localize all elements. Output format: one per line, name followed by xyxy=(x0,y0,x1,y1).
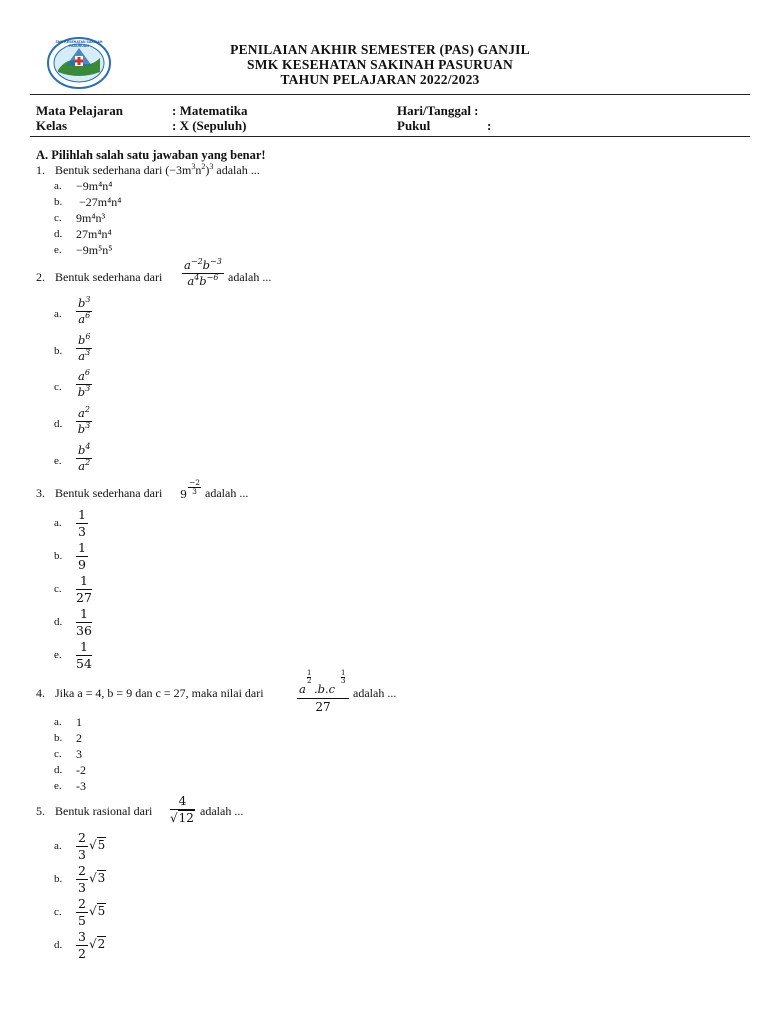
q4-option-e: -3 xyxy=(76,779,86,793)
time-label: Pukul xyxy=(397,118,431,133)
q5-option-c-frac: 2 5 xyxy=(78,896,86,928)
question-text: Jika a = 4, b = 9 dan c = 27, maka nilai dari xyxy=(55,686,264,700)
q4-label-d: d. xyxy=(54,764,63,776)
q2-label-b: b. xyxy=(54,345,63,357)
q2-option-b: $\frac{b^6}{a^3}$ xyxy=(78,332,91,363)
q1-label-c: c. xyxy=(54,212,62,224)
section-title: A. Pilihlah salah satu jawaban yang benar! xyxy=(36,148,266,162)
q1-label-a: a. xyxy=(54,180,62,192)
q2-option-c: $\frac{a^6}{b^3}$ xyxy=(77,368,91,399)
q2-label-d: d. xyxy=(54,418,63,430)
question-1: 1. Bentuk sederhana dari $(-3m^3n^2)^3$ adalah ... xyxy=(36,162,260,177)
q3-label-b: b. xyxy=(54,550,63,562)
subject-label: Mata Pelajaran xyxy=(36,103,124,118)
q2-option-e: $\frac{b^4}{a^2}$ xyxy=(78,442,91,473)
q4-option-a: 1 xyxy=(76,715,82,729)
q5-label-d: d. xyxy=(54,939,63,951)
q3-option-d: 1 36 xyxy=(76,606,92,638)
q4-option-c: 3 xyxy=(76,747,82,761)
q4-expression: a 1 2 .b.c 1 3 27 xyxy=(297,670,349,714)
time-colon: : xyxy=(487,118,492,133)
q1-label-e: e. xyxy=(54,244,62,256)
question-number: 3. xyxy=(36,486,45,500)
header-line-1: PENILAIAN AKHIR SEMESTER (PAS) GANJIL xyxy=(230,42,530,57)
header-line-3: TAHUN PELAJARAN 2022/2023 xyxy=(280,72,480,87)
q2-option-a: $\frac{b^3}{a^6}$ xyxy=(78,295,91,326)
q2-label-c: c. xyxy=(54,381,62,393)
q3-label-e: e. xyxy=(54,649,62,661)
q4-label-c: c. xyxy=(54,748,62,760)
q5-text-end: adalah ... xyxy=(200,804,244,818)
q3-exponent xyxy=(188,479,201,496)
q4-text-end: adalah ... xyxy=(353,686,397,700)
q5-option-d-root: √2 xyxy=(89,937,106,951)
q4-option-b: 2 xyxy=(76,731,82,745)
q5-option-b-frac: 2 3 xyxy=(78,863,86,895)
q3-option-c: 1 27 xyxy=(76,573,92,605)
q4-label-e: e. xyxy=(54,780,62,792)
q2-label-a: a. xyxy=(54,308,62,320)
q3-text-end: adalah ... xyxy=(205,486,249,500)
q4-label-b: b. xyxy=(54,732,63,744)
q1-option-b: −27m⁴n⁴ xyxy=(79,195,122,209)
q5-radicand: 12 xyxy=(178,811,194,825)
question-text: Bentuk sederhana dari (−3m xyxy=(55,163,192,177)
q3-exp-num: −2 xyxy=(189,478,201,487)
q5-option-b-root: √3 xyxy=(89,871,106,885)
q1-option-a: −9m⁴n⁴ xyxy=(76,179,113,193)
q3-label-c: c. xyxy=(54,583,62,595)
q1-label-b: b. xyxy=(54,196,63,208)
q5-option-c-root: √5 xyxy=(89,904,106,918)
question-number: 2. xyxy=(36,270,45,284)
q3-base: 9 xyxy=(180,488,187,501)
q2-label-e: e. xyxy=(54,455,62,467)
q3-option-e: 1 54 xyxy=(76,639,92,671)
subject-value: : Matematika xyxy=(172,103,248,118)
header-rule xyxy=(30,94,750,95)
q1-option-d: 27m⁴n⁴ xyxy=(76,227,112,241)
q5-expression: 4 √12 xyxy=(170,793,194,825)
question-text-end: adalah ... xyxy=(213,163,260,177)
class-label: Kelas xyxy=(36,118,68,133)
question-number: 1. xyxy=(36,163,45,177)
q2-text-end: adalah ... xyxy=(228,270,272,284)
q3-option-b: 1 9 xyxy=(78,540,86,572)
q1-option-c: 9m⁴n³ xyxy=(76,211,106,225)
q4-option-d: -2 xyxy=(76,763,86,777)
q4-label-a: a. xyxy=(54,716,62,728)
question-text: Bentuk sederhana dari xyxy=(55,270,163,284)
q3-exp-den: 3 xyxy=(192,487,197,496)
class-value: : X (Sepuluh) xyxy=(172,118,247,133)
question-text: Bentuk sederhana dari xyxy=(55,486,163,500)
question-number: 4. xyxy=(36,686,45,700)
q2-option-d: $\frac{a^2}{b^3}$ xyxy=(77,405,91,436)
q5-label-a: a. xyxy=(54,840,62,852)
q5-option-a-root: √5 xyxy=(89,838,106,852)
q4-denominator: 27 xyxy=(315,700,331,714)
question-number: 5. xyxy=(36,804,45,818)
question-2 xyxy=(36,270,162,285)
q1-option-e: −9m⁵n⁵ xyxy=(76,243,113,257)
question-5 xyxy=(36,804,152,819)
q3-label-d: d. xyxy=(54,616,63,628)
q1-label-d: d. xyxy=(54,228,63,240)
question-text: Bentuk rasional dari xyxy=(55,804,153,818)
school-logo xyxy=(46,36,112,90)
day-label: Hari/Tanggal : xyxy=(397,103,479,118)
question-4 xyxy=(36,686,264,701)
q3-option-a: 1 3 xyxy=(78,507,86,539)
q5-option-d-frac: 3 2 xyxy=(78,929,86,961)
header-line-2: SMK KESEHATAN SAKINAH PASURUAN xyxy=(247,57,513,72)
q3-label-a: a. xyxy=(54,517,62,529)
question-3 xyxy=(36,486,162,501)
q5-option-a-frac: 2 3 xyxy=(78,830,86,862)
q2-expression: $\frac{a^{-2}b^{-3}}{a^4b^{-6}}$ xyxy=(184,257,222,288)
logo-text: SMK KESEHATAN SAKINAH PASURUAN xyxy=(55,40,103,48)
q5-label-c: c. xyxy=(54,906,62,918)
q5-numerator: 4 xyxy=(170,794,195,810)
meta-rule xyxy=(30,136,750,137)
q5-label-b: b. xyxy=(54,873,63,885)
